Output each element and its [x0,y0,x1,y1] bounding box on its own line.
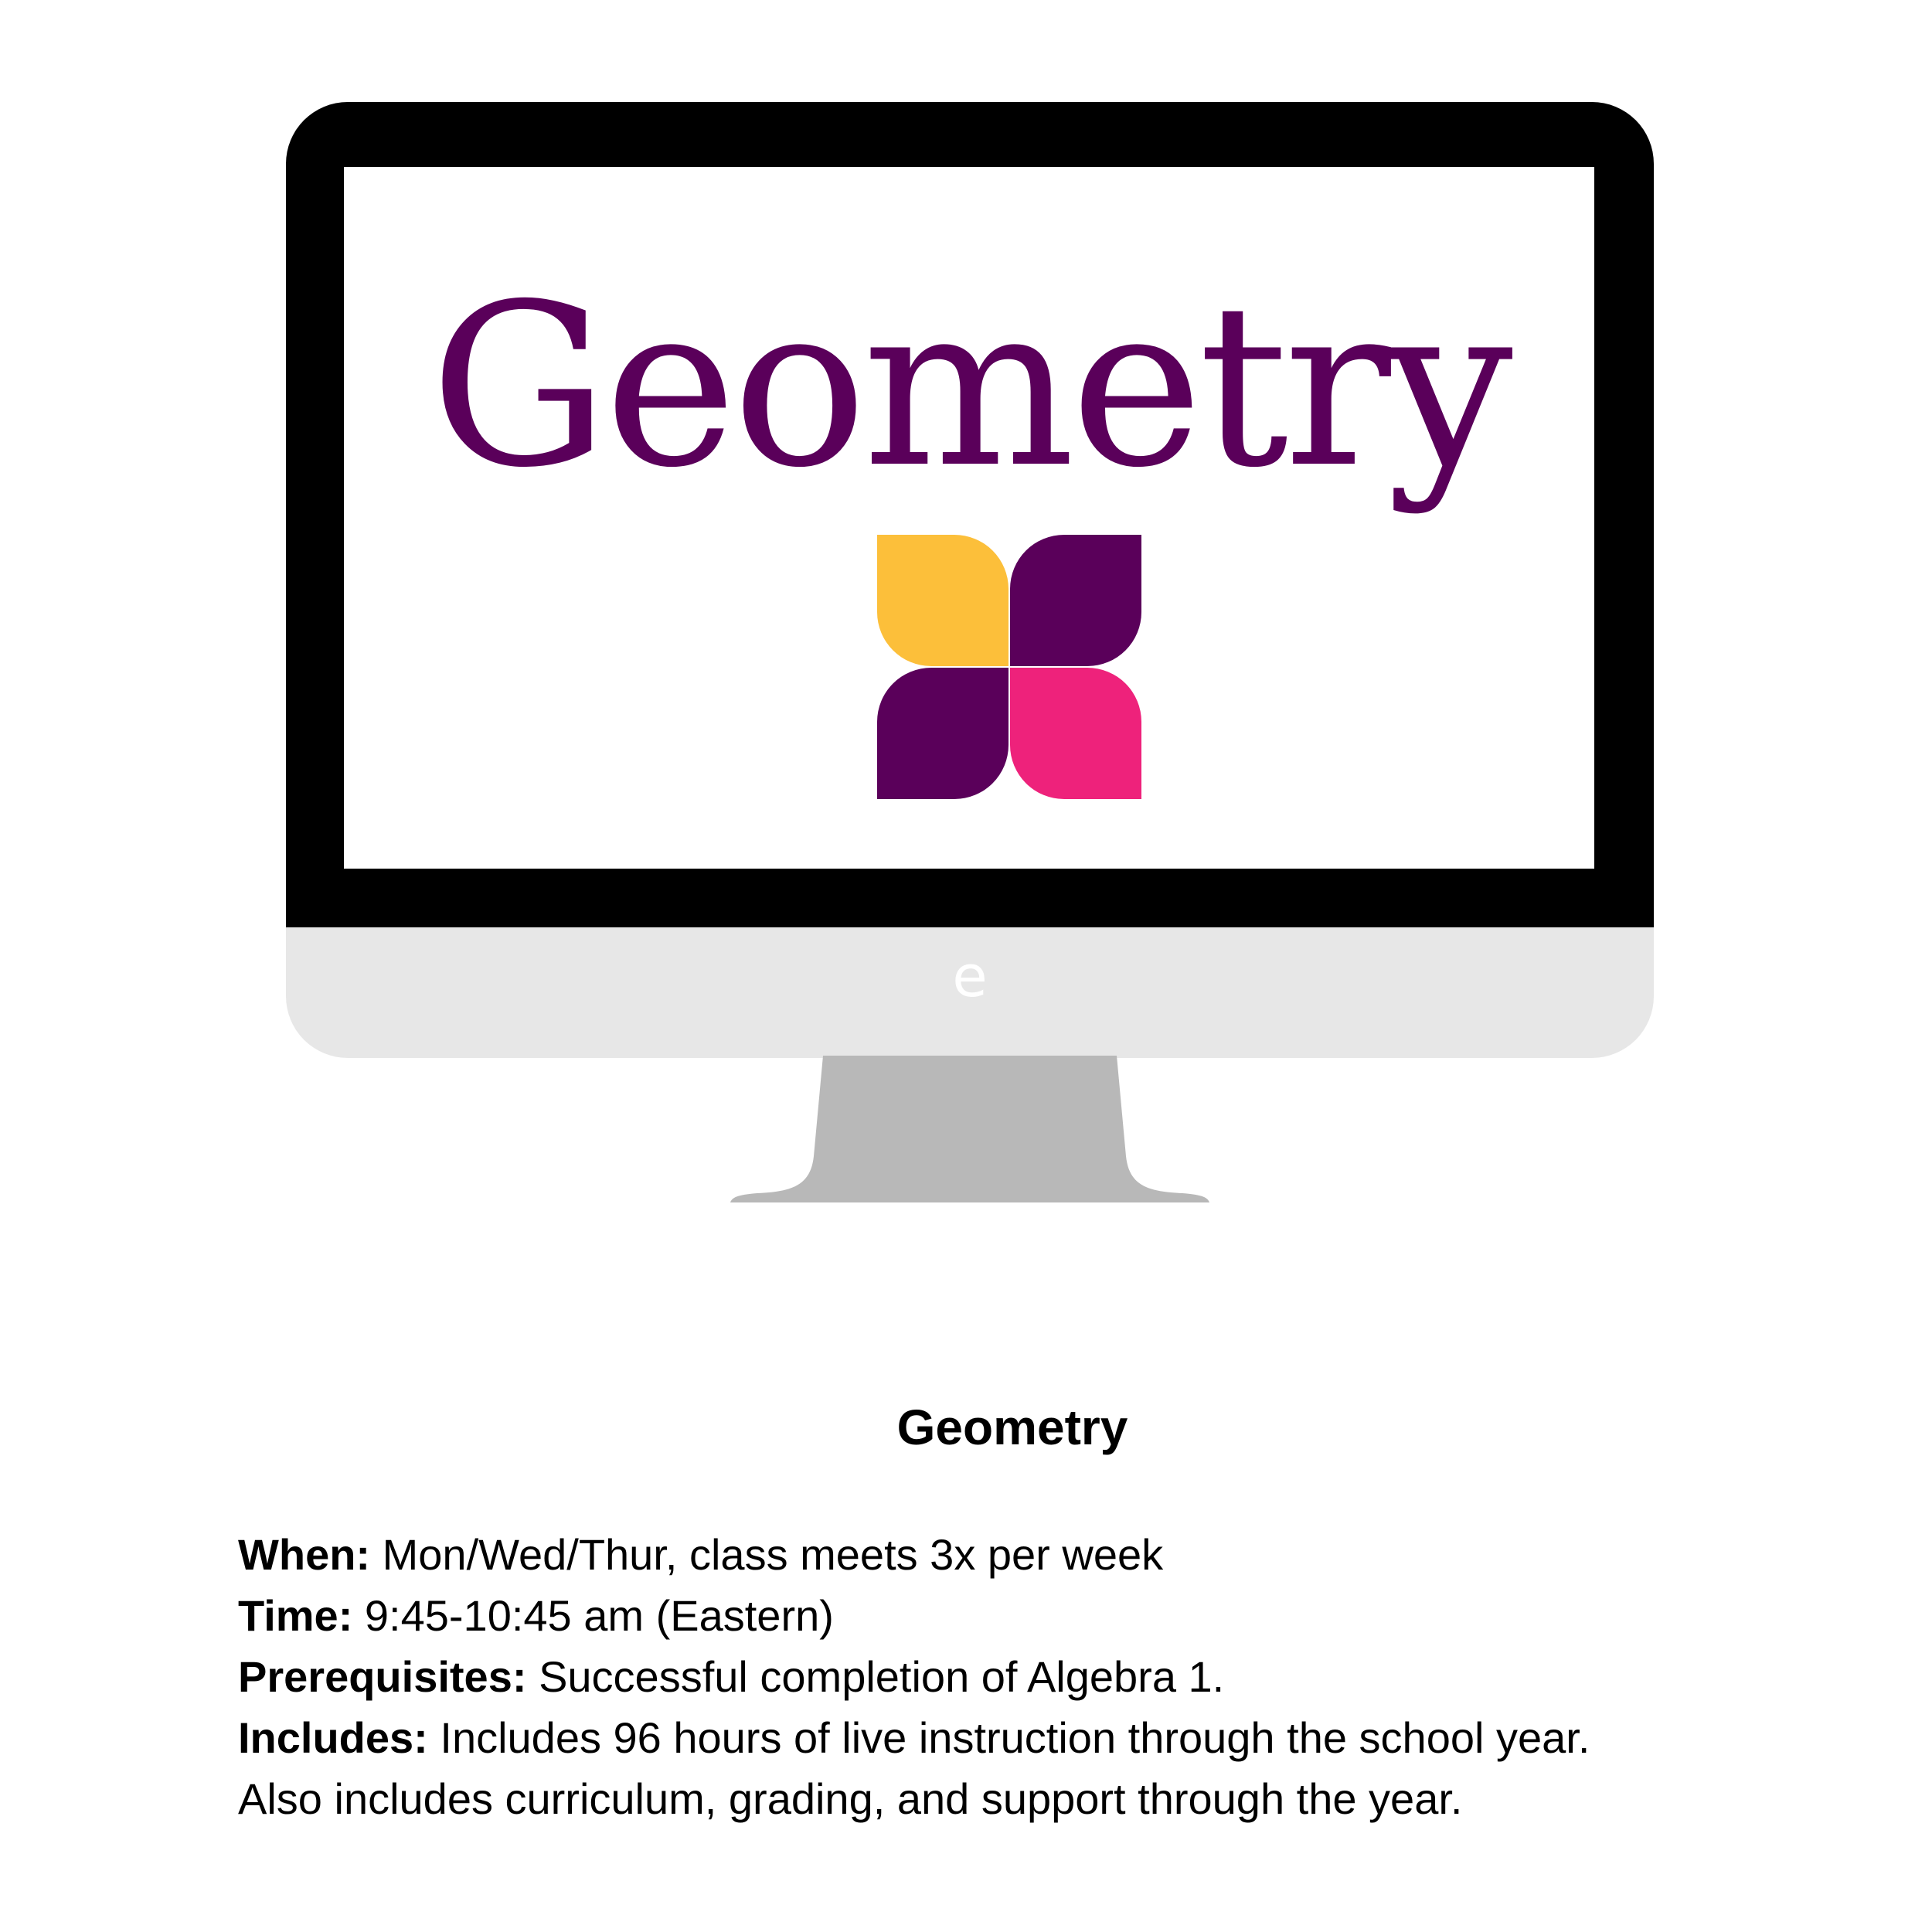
when-label: When: [238,1530,371,1579]
course-title: Geometry [896,1400,1128,1455]
time-value: 9:45-10:45 am (Eastern) [364,1591,834,1640]
course-when [238,1524,1900,1585]
logo-petal-bottom-right [1010,668,1141,799]
flower-logo-icon [877,535,1141,799]
screen-title: Geometry [430,257,1509,517]
monitor-stand [730,1056,1209,1202]
monitor-bezel [286,102,1654,927]
prereq-value: Successful completion of Algebra 1. [539,1652,1225,1701]
time-label: Time: [238,1591,353,1640]
logo-petal-top-right [1010,535,1141,666]
course-time [238,1585,1900,1646]
chin-logo: e [952,944,988,1010]
includes-label: Includes: [238,1713,428,1762]
course-details [238,1524,1900,1829]
course-prerequisites [238,1646,1900,1707]
prereq-label: Prerequisites: [238,1652,527,1701]
includes-value: Includes 96 hours of live instruction through the school year. [440,1713,1590,1762]
monitor-screen [344,167,1594,869]
course-includes [238,1707,1900,1768]
when-value: Mon/Wed/Thur, class meets 3x per week [382,1530,1164,1579]
desktop-monitor-icon [286,102,1654,1058]
logo-petal-bottom-left [877,668,1009,799]
course-includes-continued: Also includes curriculum, grading, and support through the year. [238,1774,1463,1823]
logo-petal-top-left [877,535,1009,666]
monitor-chin [286,927,1654,1058]
